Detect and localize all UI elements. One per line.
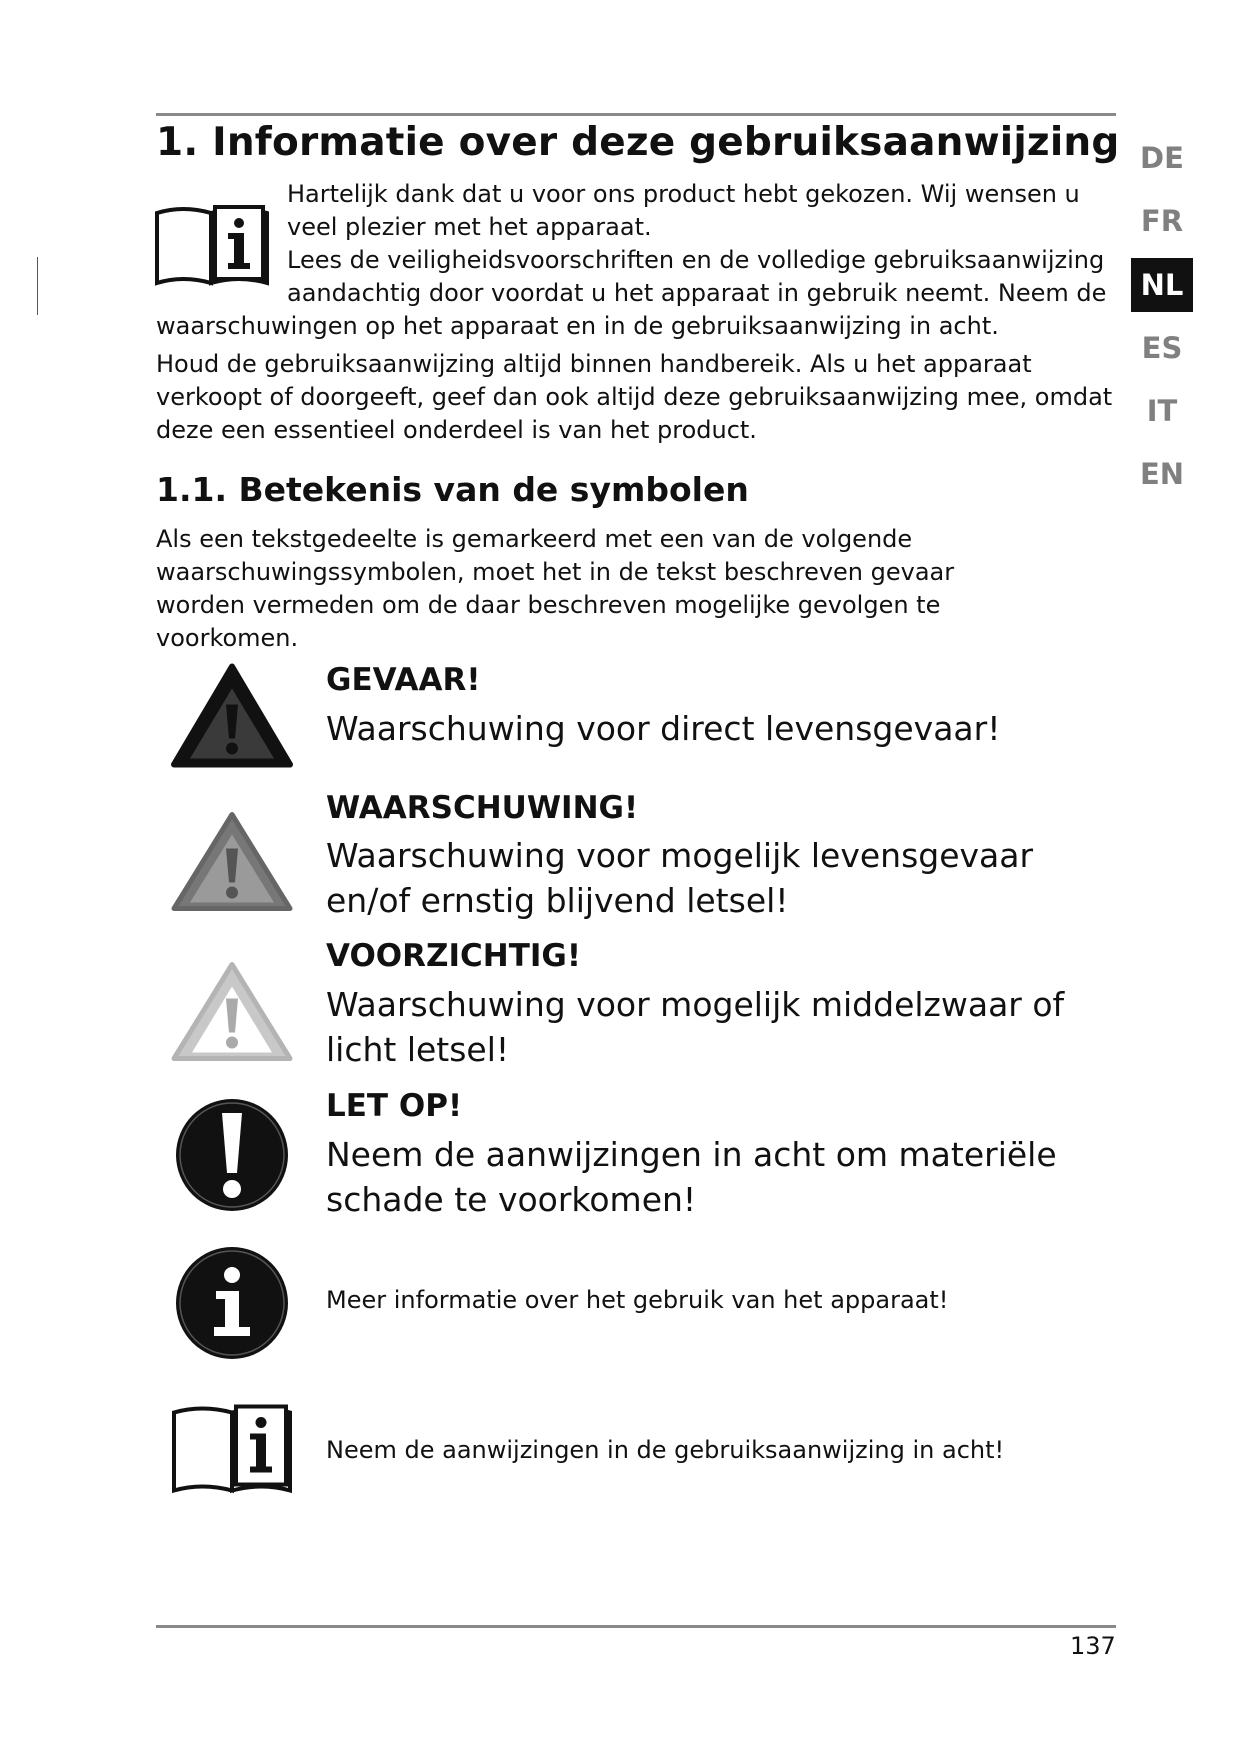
notice-heading: LET OP! <box>326 1088 463 1124</box>
danger-heading: GEVAAR! <box>326 662 481 698</box>
margin-mark <box>37 257 38 315</box>
symbols-intro: Als een tekstgedeelte is gemarkeerd met een van de volgende waarschuwingssymbolen, moet het in de tekst beschreven gevaar worden vermeden om de daar beschreven mogelijke gevolgen te voorkomen. <box>156 525 955 652</box>
manual-book-icon <box>170 1391 295 1506</box>
warning-triangle-icon <box>170 799 295 924</box>
intro-read-instructions <box>156 244 1126 343</box>
danger-text: Waarschuwing voor direct levensgevaar! <box>326 709 1001 748</box>
exclamation-circle-icon <box>170 1093 295 1218</box>
manual-text: Neem de aanwijzingen in de gebruiksaanwijzing in acht! <box>326 1436 1005 1464</box>
bottom-rule <box>156 1625 1116 1628</box>
notice-text: Neem de aanwijzingen in acht om materiële schade te voorkomen! <box>326 1135 1057 1219</box>
warning-heading: WAARSCHUWING! <box>326 790 639 826</box>
language-tab-fr[interactable]: FR <box>1140 204 1184 238</box>
info-circle-icon <box>170 1241 295 1366</box>
language-tab-en[interactable]: EN <box>1139 457 1185 491</box>
caution-triangle-icon <box>170 949 295 1074</box>
intro-thanks: Hartelijk dank dat u voor ons product hebt gekozen. Wij wensen u veel plezier met het apparaat. <box>287 180 1080 241</box>
warning-text: Waarschuwing voor mogelijk levensgevaar en/of ernstig blijvend letsel! <box>326 836 1034 920</box>
page-number: 137 <box>1070 1632 1116 1660</box>
language-tab-it[interactable]: IT <box>1146 394 1178 428</box>
caution-text: Waarschuwing voor mogelijk middelzwaar of licht letsel! <box>326 985 1065 1069</box>
caution-heading: VOORZICHTIG! <box>326 938 581 974</box>
intro-keep-manual: Houd de gebruiksaanwijzing altijd binnen handbereik. Als u het apparaat verkoopt of doorgeeft, geef dan ook altijd deze gebruiksaanwijzing mee, omdat deze een essentieel onderdeel is van het product. <box>156 350 1113 444</box>
subsection-title: 1.1. Betekenis van de symbolen <box>156 470 749 509</box>
danger-triangle-icon <box>170 653 295 778</box>
intro-read-text-end: waarschuwingen op het apparaat en in de gebruiksaanwijzing in acht. <box>156 312 999 340</box>
info-text: Meer informatie over het gebruik van het apparaat! <box>326 1286 949 1314</box>
language-tab-es[interactable]: ES <box>1141 331 1183 365</box>
section-title: 1. Informatie over deze gebruiksaanwijzing <box>156 120 1120 165</box>
intro-read-text: Lees de veiligheidsvoorschriften en de volledige gebruiksaanwijzing aandachtig door voordat u het apparaat in gebruik neemt. Neem de <box>287 246 1107 307</box>
language-tab-nl[interactable]: NL <box>1131 258 1193 312</box>
language-tab-de[interactable]: DE <box>1140 141 1184 175</box>
top-rule <box>156 113 1116 116</box>
